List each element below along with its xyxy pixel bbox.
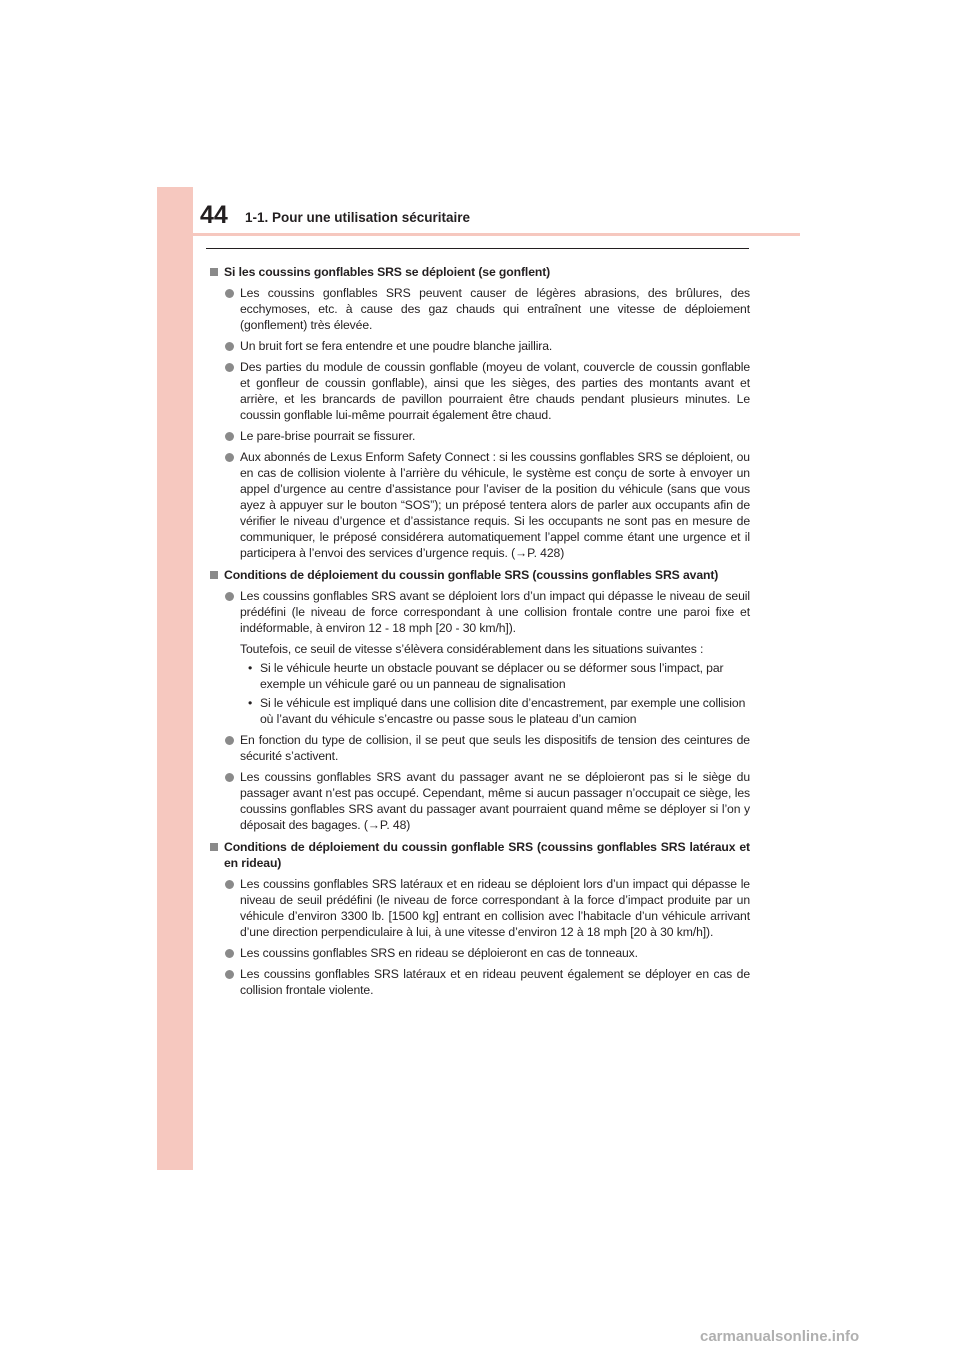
sub-list-item: • Si le véhicule est impliqué dans une collision dite d’encastrement, par exemple une collision où l’avant du véhicule s’encastre ou passe sous le plateau d’un camion: [248, 696, 746, 726]
circle-bullet-icon: [225, 342, 234, 351]
paragraph: Toutefois, ce seuil de vitesse s’élèvera considérablement dans les situations suivantes :: [240, 642, 704, 656]
list-item: Les coussins gonflables SRS avant se déploient lors d’un impact qui dépasse le niveau de seuil prédéfini (le niveau de force correspondant à une collision frontale contre une paroi fixe et indéformable, à environ 12 - 18 mph [20 - 30 km/h]).: [224, 588, 750, 636]
circle-bullet-icon: [225, 432, 234, 441]
circle-bullet-icon: [225, 970, 234, 979]
dot-marker: •: [248, 696, 253, 710]
chapter-sidebar: [157, 187, 193, 1170]
header-bar: [193, 233, 800, 236]
list-item: Le pare-brise pourrait se fissurer.: [224, 428, 750, 444]
square-bullet-icon: [210, 268, 218, 276]
page-number: 44: [200, 201, 228, 229]
circle-bullet-icon: [225, 453, 234, 462]
circle-bullet-icon: [225, 592, 234, 601]
circle-bullet-icon: [225, 289, 234, 298]
list-item: Un bruit fort se fera entendre et une poudre blanche jaillira.: [224, 338, 750, 354]
circle-bullet-icon: [225, 363, 234, 372]
section-heading: Conditions de déploiement du coussin gonflable SRS (coussins gonflables SRS avant): [210, 567, 750, 583]
square-bullet-icon: [210, 571, 218, 579]
list-item: Les coussins gonflables SRS latéraux et en rideau se déploient lors d’un impact qui dépasse le niveau de seuil prédéfini (le niveau de force correspondant à la force d’impact produite par un véhicule d’environ 3300 lb. [1500 kg] entrant en collision avec l’habitacle d’un véhicule arrivant d’une direction perpendiculaire à lui, à une vitesse d’environ 12 à 18 mph [20 à 30 km/h]).: [224, 876, 750, 940]
page-content: [210, 258, 750, 998]
section-heading: Conditions de déploiement du coussin gonflable SRS (coussins gonflables SRS latéraux et en rideau): [210, 839, 750, 871]
section-title: 1-1. Pour une utilisation sécuritaire: [245, 210, 471, 225]
circle-bullet-icon: [225, 773, 234, 782]
watermark: carmanualsonline.info: [700, 1328, 860, 1345]
list-item: Des parties du module de coussin gonflable (moyeu de volant, couvercle de coussin gonflable et gonfleur de coussin gonflable), ainsi que les sièges, des parties des montants avant et arrière, et les brancards de pavillon pourraient être chauds pendant plusieurs minutes. Le coussin gonflable lui-même pourrait également être chaud.: [224, 359, 750, 423]
circle-bullet-icon: [225, 736, 234, 745]
list-item: Aux abonnés de Lexus Enform Safety Connect : si les coussins gonflables SRS se déploient, ou en cas de collision violente à l’arrière du véhicule, le système est conçu de sorte à envoyer un appel d’urgence au centre d’assistance pour l’aviser de la position du véhicule (sans que vous ayez à appuyer sur le bouton “SOS”); un préposé tentera alors de parler aux occupants afin de vérifier le niveau d’urgence et d’assistance requis. Si les occupants ne sont pas en mesure de communiquer, le préposé considérera automatiquement l’appel comme étant une urgence et il participera à l’envoi des services d’urgence requis. (→P. 428): [224, 449, 750, 561]
list-item: Les coussins gonflables SRS peuvent causer de légères abrasions, des brûlures, des ecchymoses, etc. à cause des gaz chauds qui entraînent une vitesse de déploiement (gonflement) très élevée.: [224, 285, 750, 333]
list-item: En fonction du type de collision, il se peut que seuls les dispositifs de tension des ceintures de sécurité s’activent.: [224, 732, 750, 764]
list-item: Les coussins gonflables SRS latéraux et en rideau peuvent également se déployer en cas de collision frontale violente.: [224, 966, 750, 998]
sub-list-item: • Si le véhicule heurte un obstacle pouvant se déplacer ou se déformer sous l’impact, par exemple un véhicule garé ou un panneau de signalisation: [248, 661, 724, 691]
section-divider: [206, 248, 749, 249]
circle-bullet-icon: [225, 949, 234, 958]
dot-marker: •: [248, 661, 253, 675]
circle-bullet-icon: [225, 880, 234, 889]
list-item: Les coussins gonflables SRS avant du passager avant ne se déploieront pas si le siège du passager avant n’est pas occupé. Cependant, même si aucun passager n’occupait ce siège, les coussins gonflables SRS avant du passager avant pourraient quand même se déployer si l’on y déposait des bagages. (→P. 48): [224, 769, 750, 833]
section-heading: Si les coussins gonflables SRS se déploient (se gonflent): [210, 264, 750, 280]
square-bullet-icon: [210, 843, 218, 851]
list-item: Les coussins gonflables SRS en rideau se déploieront en cas de tonneaux.: [224, 945, 750, 961]
